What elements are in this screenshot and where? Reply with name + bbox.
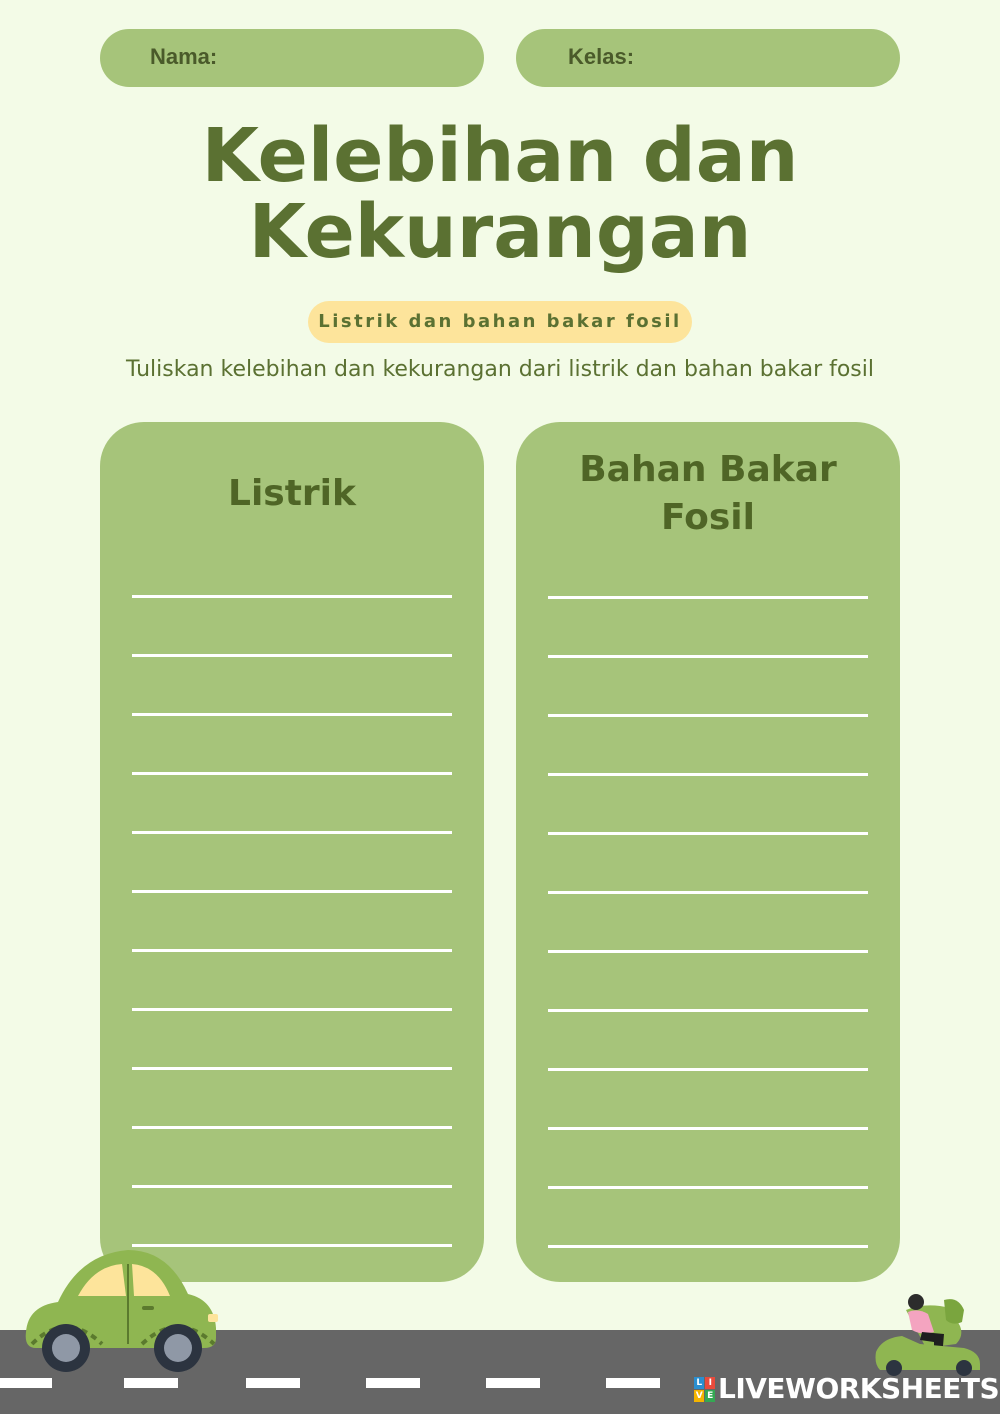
road-dash: [606, 1378, 660, 1388]
answer-line[interactable]: [548, 950, 868, 953]
nama-field[interactable]: [100, 29, 484, 87]
watermark-text: LIVEWORKSHEETS: [718, 1372, 1000, 1405]
answer-line[interactable]: [548, 655, 868, 658]
panel-listrik-title-text: Listrik: [228, 473, 356, 514]
car-icon: [18, 1244, 222, 1374]
answer-line[interactable]: [548, 1009, 868, 1012]
nama-label: Nama:: [150, 44, 218, 69]
answer-line[interactable]: [132, 595, 452, 598]
panel-bahan-bakar-fosil: [516, 422, 900, 1282]
answer-line[interactable]: [132, 890, 452, 893]
panel-fosil-title: [516, 446, 900, 542]
answer-line[interactable]: [548, 891, 868, 894]
scooter-rider-icon: [872, 1292, 984, 1376]
answer-line[interactable]: [132, 713, 452, 716]
answer-line[interactable]: [132, 1126, 452, 1129]
answer-line[interactable]: [132, 1067, 452, 1070]
answer-line[interactable]: [548, 596, 868, 599]
answer-line[interactable]: [132, 1008, 452, 1011]
kelas-label: Kelas:: [568, 44, 635, 69]
answer-line[interactable]: [548, 832, 868, 835]
panel-listrik: [100, 422, 484, 1282]
answer-line[interactable]: [132, 831, 452, 834]
answer-line[interactable]: [132, 654, 452, 657]
answer-line[interactable]: [132, 949, 452, 952]
subtitle-badge: Listrik dan bahan bakar fosil: [308, 301, 692, 343]
road-dash: [366, 1378, 420, 1388]
road-dash: [124, 1378, 178, 1388]
logo-letter: V: [695, 1391, 703, 1401]
answer-line[interactable]: [548, 714, 868, 717]
kelas-field[interactable]: [516, 29, 900, 87]
answer-line[interactable]: [548, 1186, 868, 1189]
road-dash: [246, 1378, 300, 1388]
answer-line[interactable]: [548, 773, 868, 776]
logo-letter: L: [694, 1377, 704, 1389]
answer-line[interactable]: [132, 772, 452, 775]
road-dash: [486, 1378, 540, 1388]
logo-letter: I: [705, 1377, 715, 1389]
page-title: [0, 113, 1000, 275]
answer-line[interactable]: [548, 1068, 868, 1071]
page-title-line2: Kekurangan: [248, 189, 752, 275]
panel-fosil-title-line1: Bahan Bakar: [579, 449, 837, 490]
panel-listrik-title: [100, 470, 484, 518]
logo-letter: E: [705, 1390, 715, 1402]
panel-fosil-title-line2: Fosil: [661, 497, 755, 538]
liveworksheets-logo-icon: [694, 1377, 716, 1403]
instruction-text: Tuliskan kelebihan dan kekurangan dari listrik dan bahan bakar fosil: [125, 357, 874, 382]
answer-line[interactable]: [548, 1127, 868, 1130]
answer-line[interactable]: [132, 1185, 452, 1188]
road-dash: [0, 1378, 52, 1388]
page-title-line1: Kelebihan dan: [201, 113, 799, 199]
answer-line[interactable]: [548, 1245, 868, 1248]
liveworksheets-watermark: [694, 1372, 999, 1406]
